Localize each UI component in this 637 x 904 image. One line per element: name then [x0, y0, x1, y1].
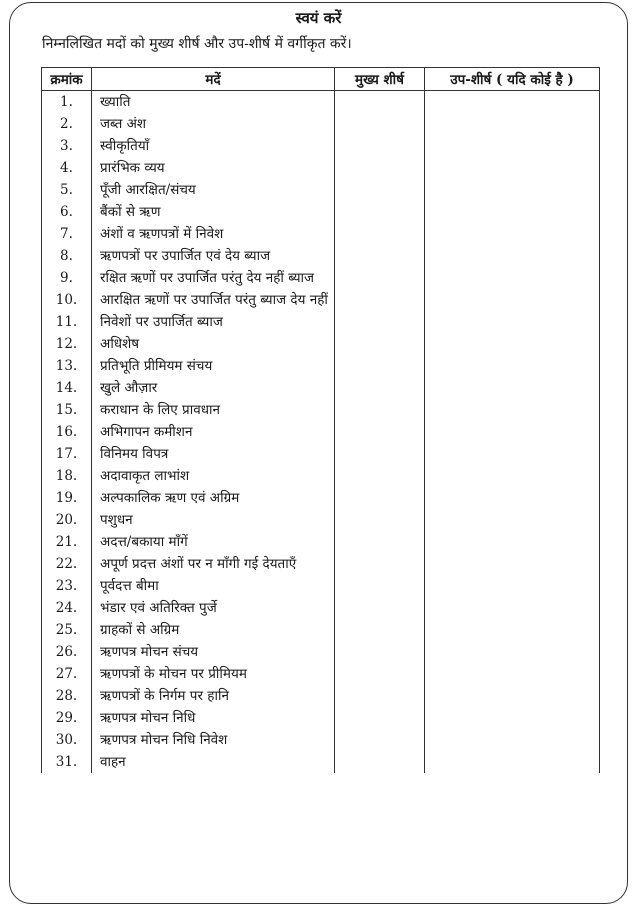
row-item: ऋणपत्रों के निर्गम पर हानि [92, 685, 335, 707]
row-number: 29. [42, 707, 92, 729]
row-sub-head-cell [425, 597, 600, 619]
row-sub-head-cell [425, 531, 600, 553]
header-sub-head: उप-शीर्ष ( यदि कोई है ) [425, 68, 600, 91]
row-number: 19. [42, 487, 92, 509]
row-sub-head-cell [425, 641, 600, 663]
row-main-head-cell [335, 201, 425, 223]
table-row [42, 751, 600, 773]
row-item: अधिशेष [92, 333, 335, 355]
row-number: 13. [42, 355, 92, 377]
table-row [42, 641, 600, 663]
row-item: ऋणपत्रों पर उपार्जित एवं देय ब्याज [92, 245, 335, 267]
row-main-head-cell [335, 663, 425, 685]
row-number: 23. [42, 575, 92, 597]
row-item: खुले औज़ार [92, 377, 335, 399]
row-item: ख्याति [92, 91, 335, 114]
row-sub-head-cell [425, 465, 600, 487]
row-sub-head-cell [425, 179, 600, 201]
instruction-text: निम्नलिखित मदों को मुख्य शीर्ष और उप-शीर्ष में वर्गीकृत करें। [42, 36, 352, 52]
table-row [42, 531, 600, 553]
row-item: अपूर्ण प्रदत्त अंशों पर न माँगी गई देयताएँ [92, 553, 335, 575]
table-row [42, 135, 600, 157]
row-main-head-cell [335, 113, 425, 135]
row-number: 15. [42, 399, 92, 421]
row-item: पूर्वदत्त बीमा [92, 575, 335, 597]
table-row [42, 619, 600, 641]
row-sub-head-cell [425, 619, 600, 641]
row-item: ऋणपत्रों के मोचन पर प्रीमियम [92, 663, 335, 685]
table-row [42, 91, 600, 114]
row-number: 11. [42, 311, 92, 333]
row-item: जब्त अंश [92, 113, 335, 135]
row-main-head-cell [335, 399, 425, 421]
row-main-head-cell [335, 91, 425, 114]
row-item: विनिमय विपत्र [92, 443, 335, 465]
table-row [42, 685, 600, 707]
row-main-head-cell [335, 157, 425, 179]
table-row [42, 553, 600, 575]
row-number: 31. [42, 751, 92, 773]
table-row [42, 443, 600, 465]
row-sub-head-cell [425, 289, 600, 311]
row-main-head-cell [335, 245, 425, 267]
page-title: स्वयं करें [295, 9, 342, 27]
header-items: मदें [92, 68, 335, 91]
row-number: 16. [42, 421, 92, 443]
row-number: 17. [42, 443, 92, 465]
row-item: ऋणपत्र मोचन निधि [92, 707, 335, 729]
table-row [42, 729, 600, 751]
row-number: 25. [42, 619, 92, 641]
row-sub-head-cell [425, 135, 600, 157]
table-row [42, 465, 600, 487]
row-main-head-cell [335, 487, 425, 509]
row-sub-head-cell [425, 663, 600, 685]
row-number: 21. [42, 531, 92, 553]
row-main-head-cell [335, 641, 425, 663]
row-sub-head-cell [425, 311, 600, 333]
row-sub-head-cell [425, 157, 600, 179]
row-sub-head-cell [425, 377, 600, 399]
row-item: अभिगापन कमीशन [92, 421, 335, 443]
row-number: 18. [42, 465, 92, 487]
row-sub-head-cell [425, 509, 600, 531]
table-row [42, 289, 600, 311]
row-main-head-cell [335, 135, 425, 157]
row-main-head-cell [335, 311, 425, 333]
table-row [42, 377, 600, 399]
row-main-head-cell [335, 267, 425, 289]
row-sub-head-cell [425, 113, 600, 135]
row-number: 22. [42, 553, 92, 575]
table-row [42, 113, 600, 135]
row-main-head-cell [335, 465, 425, 487]
row-main-head-cell [335, 751, 425, 773]
row-number: 2. [42, 113, 92, 135]
row-item: पूँजी आरक्षित/संचय [92, 179, 335, 201]
table-row [42, 421, 600, 443]
row-number: 8. [42, 245, 92, 267]
row-sub-head-cell [425, 91, 600, 114]
row-main-head-cell [335, 597, 425, 619]
row-item: स्वीकृतियाँ [92, 135, 335, 157]
table-row [42, 245, 600, 267]
row-main-head-cell [335, 553, 425, 575]
row-number: 5. [42, 179, 92, 201]
row-item: रक्षित ऋणों पर उपार्जित परंतु देय नहीं ब्याज [92, 267, 335, 289]
row-number: 30. [42, 729, 92, 751]
row-sub-head-cell [425, 707, 600, 729]
classification-table [41, 67, 600, 773]
row-main-head-cell [335, 707, 425, 729]
row-number: 14. [42, 377, 92, 399]
table-row [42, 223, 600, 245]
row-main-head-cell [335, 289, 425, 311]
row-number: 10. [42, 289, 92, 311]
row-item: ऋणपत्र मोचन संचय [92, 641, 335, 663]
row-item: पशुधन [92, 509, 335, 531]
table-row [42, 509, 600, 531]
header-serial: क्रमांक [42, 68, 92, 91]
row-item: प्रारंभिक व्यय [92, 157, 335, 179]
row-main-head-cell [335, 377, 425, 399]
table-header-row [42, 68, 600, 91]
row-main-head-cell [335, 729, 425, 751]
table-row [42, 663, 600, 685]
table-row [42, 487, 600, 509]
row-number: 20. [42, 509, 92, 531]
row-number: 3. [42, 135, 92, 157]
table-row [42, 333, 600, 355]
row-sub-head-cell [425, 443, 600, 465]
row-sub-head-cell [425, 267, 600, 289]
row-item: निवेशों पर उपार्जित ब्याज [92, 311, 335, 333]
row-sub-head-cell [425, 575, 600, 597]
row-sub-head-cell [425, 355, 600, 377]
table-row [42, 707, 600, 729]
row-main-head-cell [335, 355, 425, 377]
row-sub-head-cell [425, 333, 600, 355]
row-number: 7. [42, 223, 92, 245]
row-sub-head-cell [425, 553, 600, 575]
table-row [42, 311, 600, 333]
row-number: 12. [42, 333, 92, 355]
row-number: 26. [42, 641, 92, 663]
row-main-head-cell [335, 575, 425, 597]
row-item: अंशों व ऋणपत्रों में निवेश [92, 223, 335, 245]
table-row [42, 597, 600, 619]
row-number: 28. [42, 685, 92, 707]
row-number: 24. [42, 597, 92, 619]
row-item: ऋणपत्र मोचन निधि निवेश [92, 729, 335, 751]
row-item: कराधान के लिए प्रावधान [92, 399, 335, 421]
row-sub-head-cell [425, 201, 600, 223]
row-main-head-cell [335, 223, 425, 245]
row-number: 6. [42, 201, 92, 223]
row-number: 4. [42, 157, 92, 179]
row-sub-head-cell [425, 751, 600, 773]
row-item: अल्पकालिक ऋण एवं अग्रिम [92, 487, 335, 509]
row-sub-head-cell [425, 421, 600, 443]
row-main-head-cell [335, 443, 425, 465]
row-item: वाहन [92, 751, 335, 773]
row-item: अदत्त/बकाया माँगें [92, 531, 335, 553]
row-sub-head-cell [425, 245, 600, 267]
table-row [42, 399, 600, 421]
table-row [42, 179, 600, 201]
row-sub-head-cell [425, 487, 600, 509]
row-item: ग्राहकों से अग्रिम [92, 619, 335, 641]
row-item: भंडार एवं अतिरिक्त पुर्जे [92, 597, 335, 619]
row-number: 9. [42, 267, 92, 289]
row-sub-head-cell [425, 729, 600, 751]
table-row [42, 267, 600, 289]
row-sub-head-cell [425, 399, 600, 421]
table-row [42, 201, 600, 223]
row-item: आरक्षित ऋणों पर उपार्जित परंतु ब्याज देय नहीं [92, 289, 335, 311]
header-main-head: मुख्य शीर्ष [335, 68, 425, 91]
row-sub-head-cell [425, 223, 600, 245]
row-main-head-cell [335, 333, 425, 355]
row-number: 1. [42, 91, 92, 114]
table-row [42, 157, 600, 179]
row-item: प्रतिभूति प्रीमियम संचय [92, 355, 335, 377]
row-main-head-cell [335, 619, 425, 641]
row-main-head-cell [335, 509, 425, 531]
row-sub-head-cell [425, 685, 600, 707]
row-main-head-cell [335, 179, 425, 201]
table-row [42, 355, 600, 377]
row-main-head-cell [335, 531, 425, 553]
table-row [42, 575, 600, 597]
row-item: अदावाकृत लाभांश [92, 465, 335, 487]
row-main-head-cell [335, 685, 425, 707]
row-item: बैंकों से ऋण [92, 201, 335, 223]
row-main-head-cell [335, 421, 425, 443]
row-number: 27. [42, 663, 92, 685]
